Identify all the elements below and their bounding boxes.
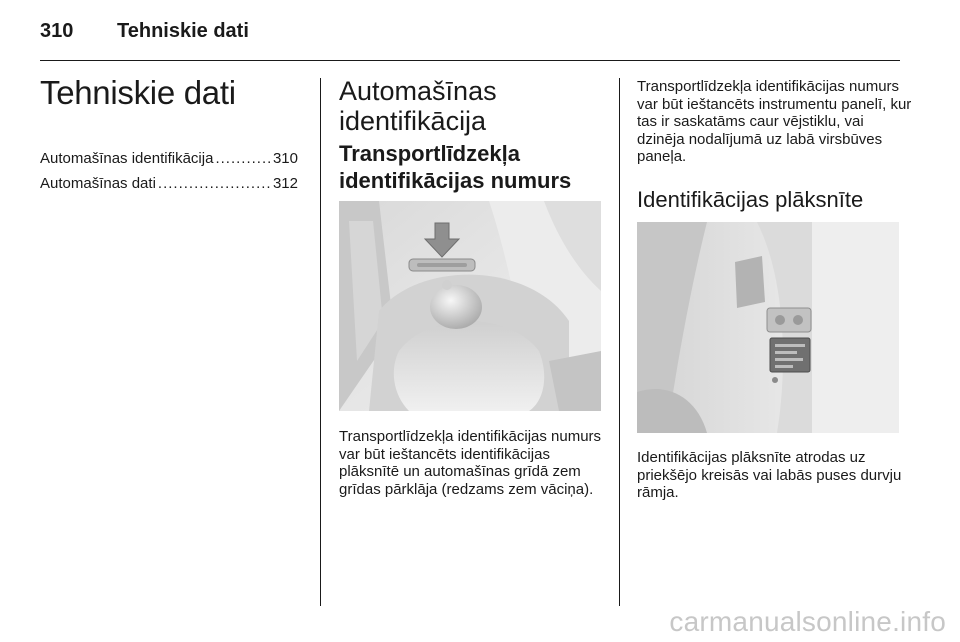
identification-plate-illustration [637, 222, 899, 433]
toc-entry-label: Automašīnas dati [40, 175, 156, 192]
toc-entry-label: Automašīnas identifikācija [40, 150, 214, 167]
identification-plate-title: Identifikācijas plāksnīte [637, 187, 864, 212]
vin-location-paragraph: Transportlīdzekļa identifikācijas numurs var būt ieštancēts instrumentu panelī, kur tas ir saskatāms caur vējstiklu, vai dzinēja nodalījumā uz labā virsbūves paneļa. [637, 78, 912, 165]
toc-entry-page: 312 [272, 175, 298, 192]
subsection-title: Transportlīdzekļa identifikācijas numurs [339, 141, 572, 193]
header-rule [40, 60, 900, 61]
toc-leader-dots [215, 150, 271, 167]
page-number: 310 [40, 20, 74, 42]
watermark: carmanualsonline.info [669, 606, 946, 637]
table-of-contents [40, 150, 298, 200]
column-divider-right [619, 78, 620, 606]
toc-leader-dots [158, 175, 271, 192]
gear-figure-caption: Transportlīdzekļa identifikācijas numurs var būt ieštancēts identifikācijas plāksnītē un automašīnas grīdā zem grīdas pārklāja (redzams zem vāciņa). [339, 428, 602, 498]
gear-shifter-vin-illustration [339, 201, 601, 411]
toc-entry-page: 310 [272, 150, 298, 167]
toc-entry-vehicle-identification[interactable] [40, 150, 298, 175]
running-header-title: Tehniskie dati [117, 20, 249, 42]
toc-entry-vehicle-data[interactable] [40, 175, 298, 200]
section-title: Automašīnas identifikācija [339, 76, 497, 136]
column-divider-left [320, 78, 321, 606]
plate-figure-caption: Identifikācijas plāksnīte atrodas uz priekšējo kreisās vai labās puses durvju rāmja. [637, 449, 902, 501]
chapter-title: Tehniskie dati [40, 74, 236, 111]
